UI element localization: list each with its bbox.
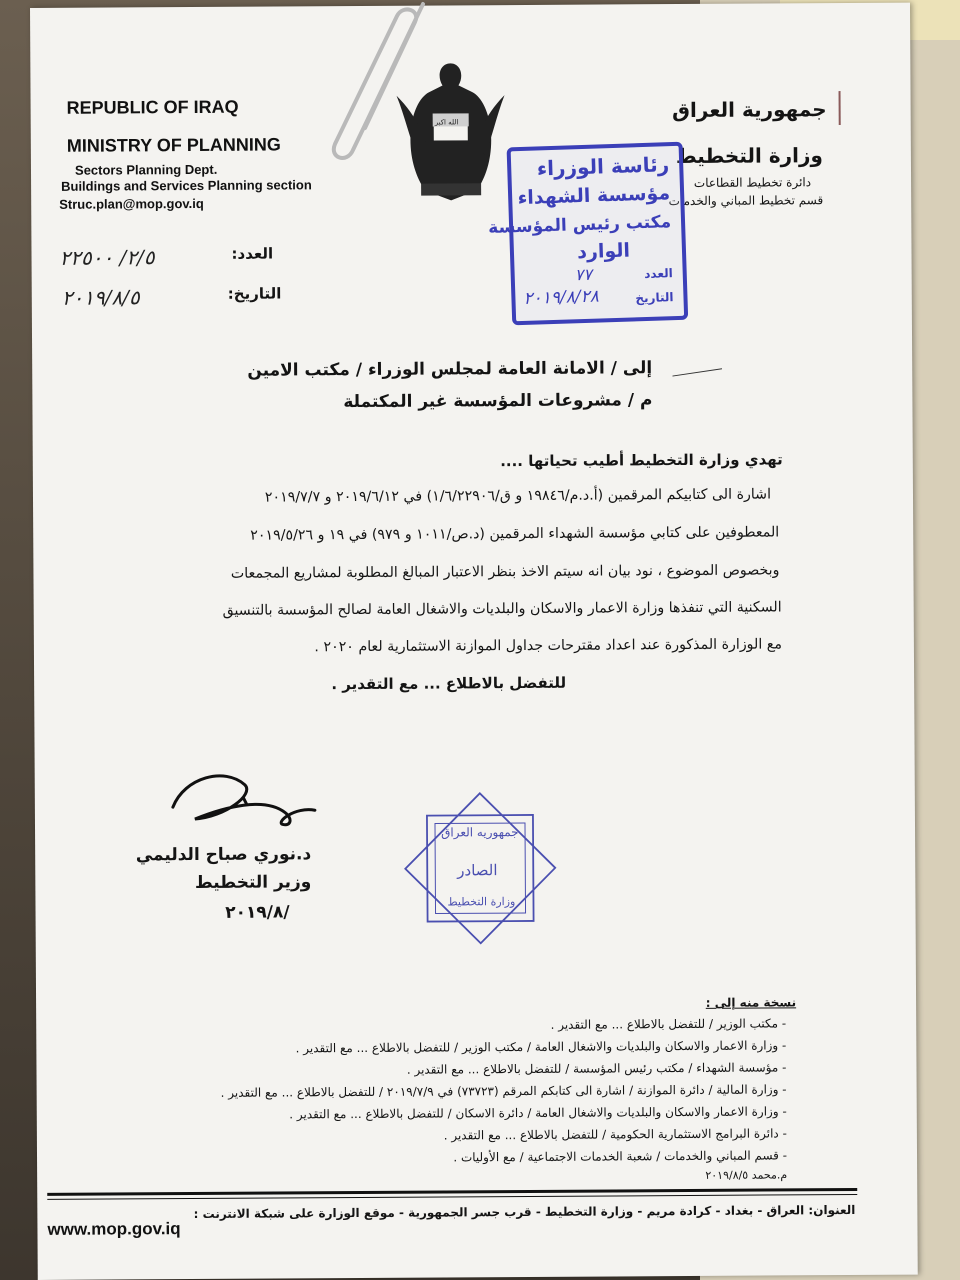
ar-country-name: جمهورية العراق: [672, 97, 827, 123]
ref-date-label: التاريخ:: [227, 284, 282, 303]
copy-initials: م.محمد ٢٠١٩/٨/٥: [705, 1168, 788, 1182]
ar-section: قسم تخطيط المباني والخدمات: [668, 193, 824, 209]
ar-department: دائرة تخطيط القطاعات: [693, 175, 812, 190]
en-country-name: REPUBLIC OF IRAQ: [66, 96, 239, 118]
issued-stamp-top: جمهوريه العراق: [441, 825, 519, 840]
copies-heading: نسخة منه إلى :: [705, 995, 797, 1010]
paperclip-icon: [325, 0, 445, 175]
issued-stamp-bottom: وزارة التخطيط: [447, 895, 516, 909]
signature-date: ٢٠١٩/٨/: [225, 902, 290, 923]
received-stamp-line4: الوارد: [576, 239, 631, 264]
received-stamp-line3: مكتب رئيس المؤسسة: [487, 212, 672, 239]
handwritten-signature-icon: [165, 766, 325, 847]
received-date-value: ٢٠١٩/٨/٢٨: [523, 286, 600, 309]
copy-item-4: - وزارة المالية / دائرة الموازنة / اشارة الى كتابكم المرقم (٧٣٧٢٣) في ٢٠١٩/٧/٩ / للتفضل بالاطلاع ... مع التقدير .: [220, 1082, 787, 1100]
received-stamp-line2: مؤسسة الشهداء: [517, 182, 671, 210]
issued-stamp-middle: الصادر: [457, 861, 498, 880]
copy-item-2: - وزارة الاعمار والاسكان والبلديات والاشغال العامة / مكتب الوزير / للتفضل بالاطلاع ... مع التقدير .: [295, 1038, 787, 1056]
copy-item-3: - مؤسسة الشهداء / مكتب رئيس المؤسسة / للتفضل بالاطلاع ... مع التقدير .: [406, 1060, 787, 1077]
en-section: Buildings and Services Planning section: [61, 177, 312, 194]
body-line-2: المعطوفين على كتابي مؤسسة الشهداء المرقمين (د.ص/١٠١١ و ٩٧٩) في ١٩ و ٢٠١٩/٥/٢٦: [250, 524, 780, 544]
copy-item-6: - دائرة البرامج الاستثمارية الحكومية / للتفضل بالاطلاع ... مع التقدير .: [443, 1126, 787, 1143]
issued-stamp: [395, 783, 566, 954]
subject-line: م / مشروعات المؤسسة غير المكتملة: [343, 390, 653, 413]
addressee-line: إلى / الامانة العامة لمجلس الوزراء / مكتب الامين: [247, 358, 653, 381]
signatory-title: وزير التخطيط: [194, 872, 312, 894]
body-line-1: اشارة الى كتابيكم المرقمين (أ.د.م/١٩٨٤٦ و ق/١/٦/٢٢٩٠٦) في ٢٠١٩/٦/١٢ و ٢٠١٩/٧/٧: [264, 486, 772, 506]
greeting: تهدي وزارة التخطيط أطيب تحياتها ....: [500, 450, 783, 471]
emblem-motto: الله اكبر: [434, 118, 459, 127]
received-stamp: [487, 142, 689, 326]
received-number-label: العدد: [644, 266, 673, 282]
letter-page: [30, 3, 918, 1280]
body-line-5: مع الوزارة المذكورة عند اعداد مقترحات جداول الموازنة الاستثمارية لعام ٢٠٢٠ .: [314, 636, 782, 656]
en-email: Struc.plan@mop.gov.iq: [59, 195, 204, 212]
footer-address: العنوان: العراق - بغداد - كرادة مريم - وزارة التخطيط - قرب جسر الجمهورية - موقع الوزارة على شبكة الانترنت :: [193, 1202, 856, 1222]
footer-website: www.mop.gov.iq: [47, 1219, 181, 1239]
body-line-4: السكنية التي تنفذها وزارة الاعمار والاسكان والبلديات والاشغال العامة لصالح المؤسسة بالتنسيق: [222, 599, 782, 619]
received-stamp-line1: رئاسة الوزراء: [536, 152, 670, 181]
ref-number-value: ٢/٥/ ٢٢٥٠٠: [59, 245, 155, 270]
en-department: Sectors Planning Dept.: [74, 161, 218, 178]
ref-number-label: العدد:: [231, 244, 274, 263]
pen-mark: [672, 368, 722, 376]
copy-item-7: - قسم المباني والخدمات / شعبة الخدمات الاجتماعية / مع الأوليات .: [453, 1148, 788, 1165]
copy-item-1: - مكتب الوزير / للتفضل بالاطلاع ... مع التقدير .: [550, 1016, 787, 1032]
copy-item-5: - وزارة الاعمار والاسكان والبلديات والاشغال العامة / دائرة الاسكان / للتفضل بالاطلاع ... مع التقدير .: [289, 1104, 787, 1122]
red-mark: [839, 91, 841, 125]
ref-date-value: ٢٠١٩/٨/٥: [61, 285, 140, 310]
received-date-label: التاريخ: [635, 290, 674, 306]
received-number-value: ٧٧: [574, 264, 593, 285]
en-ministry-name: MINISTRY OF PLANNING: [66, 134, 281, 156]
signatory-name: د.نوري صباح الدليمي: [135, 844, 312, 866]
body-line-3: وبخصوص الموضوع ، نود بيان انه سيتم الاخذ بنظر الاعتبار المبالغ المطلوبة لمشاريع المجمعات: [230, 562, 780, 582]
ar-ministry-name: وزارة التخطيط: [675, 143, 823, 169]
closing-line: للتفضل بالاطلاع ... مع التقدير .: [331, 673, 567, 694]
